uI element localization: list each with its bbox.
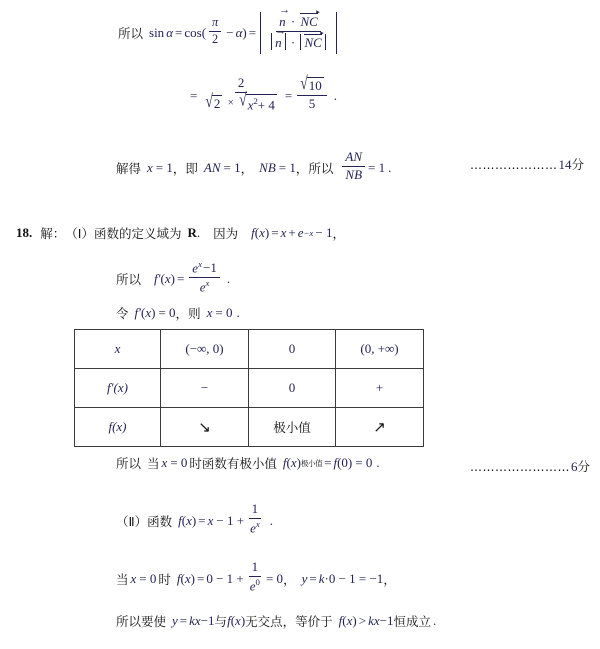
y-evaluation-rest: ·0 − 1 = −1 <box>324 570 384 586</box>
cos-operator: cos <box>184 25 202 41</box>
table-cell-row2-col1 <box>161 408 249 447</box>
close-paren-10: ) <box>352 613 357 628</box>
minus-one-1: −1 <box>200 613 215 628</box>
euler-e-3: e <box>199 279 206 295</box>
vector-cosine-fraction <box>268 12 329 50</box>
period-2: . <box>388 160 392 176</box>
equals-sign-11: = <box>179 613 188 628</box>
denominator-radical-product <box>202 88 280 113</box>
sqrt-evaluation-line <box>188 72 337 115</box>
table-cell-row0-col2 <box>249 330 336 369</box>
score-leader-1: ………………… <box>470 158 558 172</box>
pi-numerator: π <box>209 16 221 32</box>
always-holds-text: 恒成立 <box>393 614 432 629</box>
x-variable-9: x <box>130 570 137 586</box>
radicand-x: x <box>247 96 254 112</box>
when-label-1: 当 <box>147 456 160 471</box>
problem-18-opening-line <box>16 224 345 242</box>
no-intersection-text: 无交点，等价于 <box>245 614 333 629</box>
let-label: 令 <box>116 306 129 321</box>
radical-sign-3: √ <box>300 72 308 94</box>
sign-negative: − <box>200 380 209 395</box>
an-equals-one: = 1 <box>223 160 241 176</box>
alpha-symbol-2: α <box>235 25 243 41</box>
rhs-x-term-2: x <box>207 512 214 528</box>
exponent-x-2: x <box>205 277 210 288</box>
equals-sign-5: = <box>271 225 279 240</box>
euler-e-5: e <box>249 577 256 593</box>
therefore-label-3: 所以 <box>116 272 142 288</box>
open-paren-1: ( <box>201 25 207 41</box>
greater-than-sign: > <box>358 613 367 628</box>
x-equals-zero-1: = 0 <box>215 305 233 320</box>
derivative-equals-zero: = 0 <box>158 305 176 320</box>
minus-one-term: − 1 <box>315 225 333 240</box>
radicand-plus-four: + 4 <box>257 96 275 112</box>
interval-negative: (−∞, 0) <box>185 341 224 356</box>
in-order-to-label: 所以要使 <box>116 614 167 629</box>
euler-e-4: e <box>250 519 256 535</box>
exponent-minus-x: −x <box>303 228 314 238</box>
equals-sign-4: = <box>284 88 293 104</box>
equals-sign-2: = <box>248 25 257 41</box>
final-equivalence-line <box>116 612 436 630</box>
comma-3: ， <box>295 161 309 177</box>
comma-5: ， <box>175 306 189 321</box>
eval-expression: 0 − 1 + <box>206 570 244 586</box>
prime-symbol-1: ′ <box>157 271 161 287</box>
an-over-nb-fraction <box>342 150 365 182</box>
open-paren-7: ( <box>181 512 187 528</box>
critical-point-line <box>116 304 240 322</box>
x-variable-1: x <box>147 160 153 176</box>
score-marker-6 <box>470 457 590 475</box>
table-cell-row1-col0 <box>75 369 161 408</box>
an-numerator: AN <box>342 150 365 167</box>
vector-n-denominator: n → <box>275 33 282 51</box>
table-row <box>75 369 424 408</box>
table-cell-row2-col3 <box>336 408 424 447</box>
x-variable-6: x <box>161 455 168 470</box>
derivative-denominator <box>197 278 213 295</box>
function-text-label: 函数 <box>147 513 173 529</box>
has-minimum-text: 时函数有极小值 <box>189 456 277 471</box>
exponent-x-3: x <box>255 518 260 529</box>
comma-2: ， <box>240 161 254 177</box>
one-over-e-x-fraction <box>247 502 263 535</box>
period-6: . <box>376 455 380 470</box>
row-label-x: x <box>114 341 121 356</box>
radicand-two: 2 <box>213 95 221 111</box>
sin-operator: sin <box>149 25 165 41</box>
sign-zero: 0 <box>288 380 296 395</box>
x-equals-zero-3: = 0 <box>139 570 157 586</box>
y-variable-2: y <box>172 613 178 628</box>
sin-alpha-formula-line <box>118 12 337 54</box>
score-leader-2: …………………… <box>470 460 570 474</box>
numerator-one-1: 1 <box>249 502 262 519</box>
x-variable-4: x <box>145 305 152 320</box>
part-2-function-line <box>116 501 274 537</box>
x-variable-10: x <box>184 570 191 586</box>
times-operator: × <box>227 97 234 110</box>
rhs-x-term: x <box>280 225 287 240</box>
two-over-sqrt-fraction <box>202 76 280 113</box>
comma-7: ， <box>383 571 396 587</box>
period-8: . <box>433 613 437 628</box>
table-cell-row1-col3 <box>336 369 424 408</box>
monotonicity-table <box>74 329 424 447</box>
period-7: . <box>269 512 274 528</box>
one-over-e-zero-fraction <box>247 560 263 593</box>
x-equals-one: = 1 <box>155 160 173 176</box>
domain-text: 函数的定义域为 <box>93 226 182 241</box>
table-cell-row0-col0 <box>75 330 161 369</box>
equals-sign-10: = <box>309 570 317 586</box>
solution-label: 解： <box>40 226 66 241</box>
vector-nc-numerator: NC ▸ <box>300 13 317 30</box>
minus-one-plus: − 1 + <box>216 512 245 528</box>
vector-n-numerator: n → <box>279 12 286 30</box>
radicand-x-squared-plus-4 <box>246 94 277 113</box>
minimum-subscript: 极小值 <box>301 458 323 468</box>
equals-sign-7: = <box>324 455 332 470</box>
function-f-5: f <box>333 455 338 470</box>
then-label: 则 <box>188 306 201 321</box>
score-value-6: 6 <box>571 459 578 474</box>
table-cell-row0-col1 <box>161 330 249 369</box>
slope-k-3: k <box>368 613 374 628</box>
numerator-two: 2 <box>235 76 248 93</box>
radicand-ten: 10 <box>308 78 322 94</box>
function-f-3: f <box>134 305 139 320</box>
numerator-one-2: 1 <box>249 560 262 577</box>
score-unit-1: 分 <box>571 157 585 172</box>
problem-number-18: 18. <box>16 225 33 240</box>
time-label: 时 <box>158 571 171 587</box>
close-paren-5: ) <box>296 455 302 470</box>
close-paren-7: ) <box>191 512 197 528</box>
plus-sign-1: + <box>288 225 296 240</box>
period-5: . <box>236 305 240 320</box>
period-1: . <box>333 88 337 104</box>
part-2-label: （Ⅱ） <box>116 513 148 529</box>
table-row <box>75 330 424 369</box>
interval-positive: (0, +∞) <box>360 341 399 356</box>
therefore-label-4: 所以 <box>116 456 142 471</box>
dot-operator-2: · <box>290 34 296 50</box>
sign-positive: + <box>375 380 384 395</box>
when-label-2: 当 <box>116 571 129 587</box>
prime-symbol-2: ′ <box>138 305 141 320</box>
numerator-minus-one: −1 <box>203 260 217 276</box>
function-f-9: f <box>338 613 343 628</box>
open-paren-9: ( <box>230 613 236 628</box>
euler-e-2: e <box>192 260 199 276</box>
solve-label: 解得 <box>116 161 142 177</box>
nb-equals-one: = 1 <box>278 160 296 176</box>
exponent-x-1: x <box>198 259 202 270</box>
close-paren-3: ) <box>170 271 175 287</box>
sqrt-two <box>205 90 222 112</box>
alpha-symbol: α <box>166 25 174 41</box>
euler-e-1: e <box>297 225 304 240</box>
derivative-fraction <box>189 260 220 295</box>
close-paren-1: ) <box>242 25 247 41</box>
pi-over-two-fraction <box>209 16 221 47</box>
nb-denominator: NB <box>345 166 363 182</box>
close-paren-2: ) <box>264 225 270 240</box>
score-marker-14 <box>470 155 584 173</box>
solve-result-line <box>116 149 392 184</box>
equals-sign-6: = <box>176 271 185 287</box>
table-cell-row1-col2 <box>249 369 336 408</box>
part-1-label: （Ⅰ） <box>65 226 94 241</box>
equals-sign-3: = <box>190 88 198 104</box>
evaluation-at-zero-line <box>116 559 396 595</box>
comma-4: ， <box>332 226 345 241</box>
row-label-f: f(x) <box>108 419 127 434</box>
sqrt10-over-5-fraction <box>297 72 327 112</box>
vector-nc-denominator: NC ▸ <box>304 34 321 51</box>
sqrt-ten <box>300 72 324 94</box>
x-variable-13: x <box>346 613 353 628</box>
comma-1: ， <box>172 161 186 177</box>
minus-sign-1: − <box>226 25 234 41</box>
therefore-label-2: 所以 <box>308 161 334 177</box>
denominator-five: 5 <box>308 96 316 112</box>
period-4: . <box>226 271 231 287</box>
table-cell-row2-col2 <box>249 408 336 447</box>
local-minimum-label: 极小值 <box>273 420 311 435</box>
open-paren-10: ( <box>342 613 347 628</box>
sqrt-x-squared-plus-4 <box>239 88 277 113</box>
close-paren-9: ) <box>240 613 246 628</box>
x-variable-3: x <box>164 271 171 287</box>
ratio-equals-one: = 1 <box>368 160 386 176</box>
table-cell-row2-col0 <box>75 408 161 447</box>
derivative-numerator <box>189 260 220 278</box>
minus-one-2: −1 <box>379 613 394 628</box>
period-3: . <box>196 225 201 240</box>
equals-sign-9: = <box>197 570 205 586</box>
dot-operator-1: · <box>290 14 296 30</box>
score-value-14: 14 <box>558 157 572 172</box>
with-label: 与 <box>214 614 228 629</box>
function-f-6: f <box>178 512 182 528</box>
x-variable-2: x <box>259 225 265 240</box>
eval-result-zero: = 0 <box>265 570 284 586</box>
arrow-increasing-icon: ↗ <box>373 418 386 436</box>
exponent-zero: 0 <box>255 576 260 587</box>
open-paren-5: ( <box>286 455 291 470</box>
table-cell-row0-col3 <box>336 330 424 369</box>
close-paren-4: ) <box>151 305 156 320</box>
comma-6: ， <box>283 571 296 587</box>
segment-an-1: AN <box>203 160 221 176</box>
absolute-value-wrapper <box>260 12 337 54</box>
function-f-7: f <box>176 570 181 586</box>
row-label-f-prime: f′(x) <box>107 380 128 395</box>
because-label: 因为 <box>213 226 239 241</box>
x-variable-5: x <box>206 305 213 320</box>
slope-k-2: k <box>189 613 195 628</box>
table-cell-row1-col1 <box>161 369 249 408</box>
x-variable-8: x <box>186 512 192 528</box>
conclusion-minimum-line <box>116 454 380 472</box>
open-paren-2: ( <box>254 225 260 240</box>
radicand-exponent: 2 <box>253 95 258 106</box>
open-paren-6: ( <box>337 455 342 470</box>
denominator-e-zero <box>247 577 263 594</box>
function-f-1: f <box>251 225 255 240</box>
therefore-label: 所以 <box>118 26 144 42</box>
zero-argument: 0 <box>341 455 348 470</box>
result-equals-zero: = 0 <box>355 455 373 470</box>
x-variable-11: x <box>194 613 201 628</box>
score-unit-2: 分 <box>577 459 591 474</box>
table-row <box>75 408 424 447</box>
x-variable-12: x <box>235 613 241 628</box>
x-variable-7: x <box>290 455 297 470</box>
radical-sign-1: √ <box>205 90 213 111</box>
arrow-decreasing-icon: ↘ <box>198 418 211 436</box>
x-variable-14: x <box>373 613 380 628</box>
close-paren-6: ) <box>347 455 353 470</box>
y-variable-1: y <box>301 570 308 586</box>
x-equals-zero-2: = 0 <box>170 455 188 470</box>
equals-sign-1: = <box>175 25 183 41</box>
derivative-line <box>116 259 231 297</box>
sqrt-ten-numerator <box>297 72 327 96</box>
domain-symbol-R: R <box>187 225 197 240</box>
fraction-denominator <box>268 32 329 51</box>
slope-k-1: k <box>318 570 325 586</box>
open-paren-3: ( <box>160 271 165 287</box>
open-paren-8: ( <box>180 570 185 586</box>
close-paren-8: ) <box>190 570 195 586</box>
radical-sign-2: √ <box>239 88 247 110</box>
open-paren-4: ( <box>140 305 146 320</box>
segment-nb-1: NB <box>259 160 276 176</box>
two-denominator: 2 <box>212 31 219 46</box>
function-f-8: f <box>227 613 231 628</box>
function-f-4: f <box>282 455 287 470</box>
equals-sign-8: = <box>198 512 206 528</box>
namely-label: 即 <box>185 161 198 177</box>
denominator-e-x-1 <box>247 519 263 536</box>
critical-value-zero: 0 <box>288 341 296 356</box>
function-f-2: f <box>154 271 158 287</box>
